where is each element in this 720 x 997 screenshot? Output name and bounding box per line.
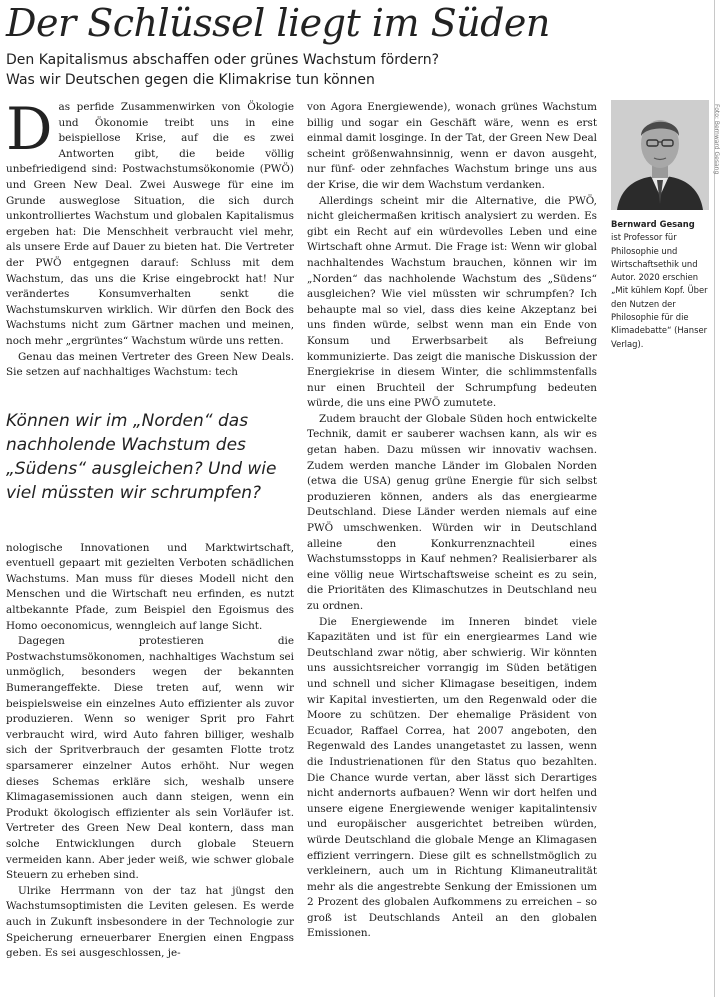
- paragraph: Genau das meinen Vertreter des Green New Deals. Sie setzen auf nachhaltiges Wachstum: tech: [6, 350, 294, 379]
- paragraph: nologische Innovationen und Marktwirtschaft, eventuell gepaart mit gezielten Verboten schädlichen Wachstums. Man muss für dieses Modell nicht den Menschen und die Wirtschaft neu erfinden, es nutzt altbekannte Pfade, zum Beispiel den Egoismus des Homo oeconomicus, wenngleich auf lange Sicht.: [6, 541, 294, 632]
- paragraph: Dagegen protestieren die Postwachstumsökonomen, nachhaltiges Wachstum sei unmöglich, besonders wegen der bekannten Bumerangeffekte. Diese treten auf, wenn wir beispielsweise ein einzelnes Auto effizienter als zuvor produzieren. Wenn so weniger Sprit pro Fahrt verbraucht wird, wird Auto fahren billiger, weshalb sich der Spritverbrauch der gesamten Flotte trotz sparsamerer einzelner Autos erhöht. Nur wegen dieses Schemas erkläre sich, weshalb unsere Klimagasemissionen auch dann steigen, wenn ein Produkt ökologisch effizienter als sein Vorläufer ist. Vertreter des Green New Deal kontern, dass man solche Entwicklungen durch globale Steuern vermeiden kann. Aber jeder weiß, wie schwer globale Steuern zu erheben sind.: [6, 635, 294, 882]
- author-bio-text: ist Professor für Philosophie und Wirtschaftsethik und Autor. 2020 erschien „Mit kühlem Kopf. Über den Nutzen der Philosophie für die Klimadebatte“ (Hanser Verlag).: [611, 232, 708, 349]
- article-column-2: [307, 100, 597, 990]
- paragraph: Ulrike Herrmann von der taz hat jüngst den Wachstumsoptimisten die Leviten gelesen. Es werde auch in Zukunft insbesondere in der Technologie zur Speicherung erneuerbarer Energien einen Engpass geben. Es sei ausgeschlossen, je-: [6, 884, 294, 960]
- paragraph: Die Energiewende im Inneren bindet viele Kapazitäten und ist für ein energiearmes Land wie Deutschland zwar nötig, aber schwierig. Wir könnten uns aussichtsreicher vorrangig im Süden betätigen und schnell und sicher Klimagase beseitigen, indem wir Kapital investierten, um den Regenwald oder die Moore zu schützen. Der ehemalige Präsident von Ecuador, Raffael Correa, hat 2007 angeboten, den Regenwald des Landes unangetastet zu lassen, wenn die Industrienationen für den Status quo bezahlten. Die Chance wurde vertan, aber lässt sich Derartiges nicht andernorts aufbauen? Wenn wir dort helfen und unsere eigene Energiewende weniger kapitalintensiv und europäischer ausgerichtet betreiben würden, würde Deutschland die globale Menge an Klimagasen effizient verringern. Diese gilt es schnellstmöglich zu verkleinern, auch um in Richtung Klimaneutralität mehr als die angestrebte Senkung der Emissionen um 2 Prozent des globalen Aufkommens zu erreichen – so groß ist Deutschlands Anteil an den globalen Emissionen.: [307, 615, 597, 940]
- article-subhead: [6, 50, 439, 90]
- pull-quote: Können wir im „Norden“ das nachholende Wachstum des „Südens“ ausgleichen? Und wie viel müssten wir schrumpfen?: [6, 410, 277, 503]
- paragraph: Allerdings scheint mir die Alternative, die PWÖ, nicht gleichermaßen kritisch analysiert zu werden. Es gibt ein Recht auf ein würdevolles Leben und eine Wirtschaft ohne Armut. Die Frage ist: Wenn wir global nachhaltendes Wachstum brauchen, können wir im „Norden“ das nachholende Wachstum des „Südens“ ausgleichen? Wie viel müssten wir schrumpfen? Ich behaupte mal so viel, dass dies keine Akzeptanz bei uns finden würde, selbst wenn man ein Ende von Konsum und Erwerbsarbeit als Befreiung kommunizierte. Das zeigt die manische Diskussion der Energiekrise in diesem Winter, die schlimmstenfalls nur einen Bruchteil der Schrumpfung bedeuten würde, die uns eine PWÖ zumutete.: [307, 194, 597, 410]
- photo-credit: Foto: Bernward Gesang: [713, 104, 720, 175]
- subhead-line-1: Den Kapitalismus abschaffen oder grünes Wachstum fördern?: [6, 52, 440, 68]
- article-headline: Der Schlüssel liegt im Süden: [6, 1, 550, 45]
- author-photo: [611, 100, 709, 210]
- subhead-line-2: Was wir Deutschen gegen die Klimakrise tun können: [6, 72, 375, 88]
- portrait-image: [611, 100, 709, 210]
- author-name: Bernward Gesang: [611, 219, 695, 229]
- author-bio: [611, 218, 709, 351]
- paragraph: von Agora Energiewende), wonach grünes Wachstum billig und sogar ein Geschäft wäre, wenn es erst einmal damit losginge. In der Tat, der Green New Deal scheint größenwahnsinnig, wenn er davon ausgeht, nur fünf- oder zehnfaches Wachstum bringe uns aus der Krise, die wir dem Wachstum verdanken.: [307, 101, 597, 191]
- paragraph: as perfide Zusammenwirken von Ökologie und Ökonomie treibt uns in eine beispiellose Krise, auf die es zwei Antworten gibt, die beide völlig unbefriedigend sind: Postwachstumsökonomie (PWÖ) und Green New Deal. Zwei Auswege für eine im Grunde ausweglose Situation, die sich durch unkontrolliertes Wachstum und globalen Kapitalismus ergeben hat: Die Menschheit verbraucht viel mehr, als unsere Erde auf Dauer zu bieten hat. Die Vertreter der PWÖ entgegnen darauf: Schluss mit dem Wachstum, das uns die Krise eingebrockt hat! Nur verändertes Konsumverhalten senkt die Wachstumskurven wirklich. Wir dürfen den Bock des Wachstums nicht zum Gärtner machen und meinen, noch mehr „ergrüntes“ Wachstum würde uns retten.: [6, 101, 294, 347]
- drop-cap: D: [6, 95, 53, 163]
- author-sidebar: [611, 100, 709, 351]
- article-column-1: [6, 95, 294, 990]
- paragraph: Zudem braucht der Globale Süden hoch entwickelte Technik, damit er sauberer wachsen kann, als wir es getan haben. Dazu müssen wir innovativ wachsen. Zudem werden manche Länder im Globalen Norden (etwa die USA) genug grüne Energie für sich selbst produzieren können, anders als das energiearme Deutschland. Diese Länder werden niemals auf eine PWÖ umschwenken. Würden wir in Deutschland alleine den Konkurrenznachteil eines Wachstumsstopps in Kauf nehmen? Realisierbarer als eine völlig neue Wirtschaftsweise scheint es zu sein, die Prioritäten des Klimaschutzes in Deutschland neu zu ordnen.: [307, 412, 597, 612]
